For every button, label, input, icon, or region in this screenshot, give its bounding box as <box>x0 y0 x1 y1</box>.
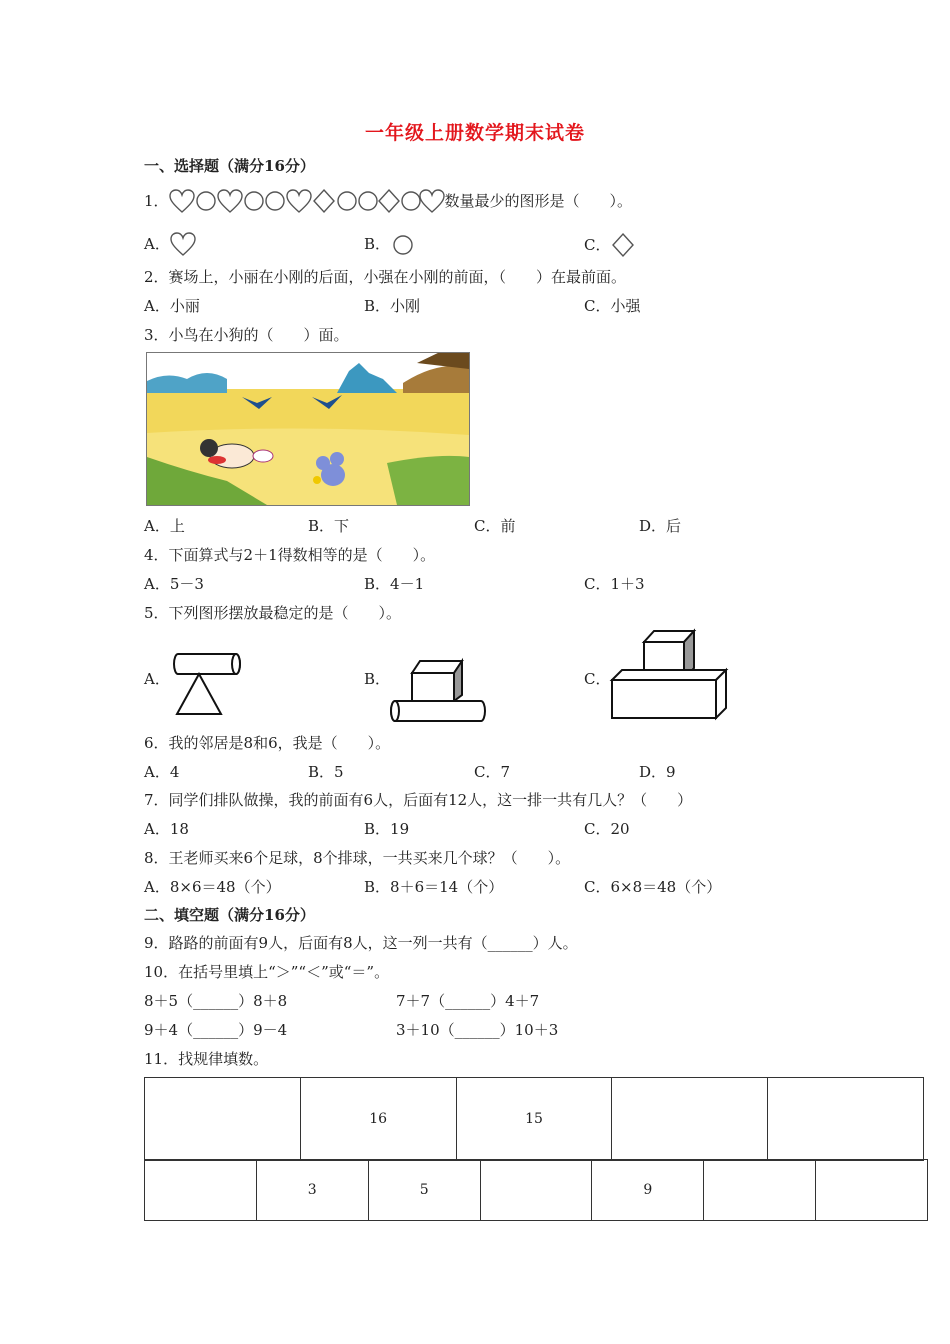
table-cell[interactable] <box>145 1078 301 1161</box>
q6-option-d: D．9 <box>639 763 676 781</box>
table-cell: 15 <box>456 1078 612 1161</box>
section-heading-fill: 二、填空题（满分16分） <box>144 906 315 924</box>
question-1 <box>144 188 632 214</box>
question-9-stem: 9．路路的前面有9人，后面有8人，这一列一共有（______）人。 <box>144 934 578 952</box>
question-7-stem: 7．同学们排队做操，我的前面有6人，后面有12人，这一排一共有几人？（ ） <box>144 791 693 809</box>
q2-option-b: B．小刚 <box>364 297 421 315</box>
q3-option-c: C．前 <box>474 517 516 535</box>
table-cell: 5 <box>368 1160 480 1221</box>
cube-on-cuboid-figure <box>608 628 732 724</box>
q5-option-b: B． <box>364 670 391 688</box>
table-cell[interactable] <box>768 1078 924 1161</box>
heart-icon <box>420 190 444 212</box>
q3-option-d: D．后 <box>639 517 682 535</box>
diamond-icon <box>379 190 399 212</box>
diamond-icon <box>314 190 334 212</box>
q5-option-a: A． <box>144 670 170 688</box>
q10-item-1: 8＋5（______）8＋8 <box>144 992 288 1010</box>
table-cell[interactable] <box>145 1160 257 1221</box>
heart-icon <box>287 190 311 212</box>
q8-option-c: C．6×8＝48（个） <box>584 878 722 896</box>
q10-item-3: 9＋4（______）9－4 <box>144 1021 288 1039</box>
circle-icon <box>338 192 356 210</box>
q1-option-b <box>364 232 416 256</box>
cube-on-cylinder-figure <box>386 655 490 723</box>
cylinder-on-cone-figure <box>166 638 246 720</box>
q7-option-b: B．19 <box>364 820 410 838</box>
q3-option-a: A．上 <box>144 517 185 535</box>
question-6-stem: 6．我的邻居是8和6，我是（ ）。 <box>144 734 391 752</box>
question-2-stem: 2．赛场上，小丽在小刚的后面，小强在小刚的前面，（ ）在最前面。 <box>144 268 627 286</box>
q4-option-c: C．1＋3 <box>584 575 645 593</box>
q6-option-c: C．7 <box>474 763 511 781</box>
q4-option-a: A．5－3 <box>144 575 204 593</box>
q2-option-a: A．小丽 <box>144 297 200 315</box>
table-cell: 3 <box>256 1160 368 1221</box>
table-cell: 9 <box>592 1160 704 1221</box>
diamond-icon <box>610 232 636 258</box>
heart-icon <box>170 232 196 256</box>
shape-sequence <box>169 188 445 214</box>
option-label: C． <box>584 236 611 254</box>
q4-option-b: B．4－1 <box>364 575 425 593</box>
q5-option-c: C． <box>584 670 611 688</box>
section-heading-choice: 一、选择题（满分16分） <box>144 157 315 175</box>
q2-option-c: C．小强 <box>584 297 641 315</box>
q7-option-c: C．20 <box>584 820 630 838</box>
option-label: A． <box>144 235 170 253</box>
circle-icon <box>245 192 263 210</box>
table-cell: 16 <box>300 1078 456 1161</box>
pattern-table-row1 <box>144 1077 924 1161</box>
circle-icon <box>266 192 284 210</box>
q6-option-a: A．4 <box>144 763 180 781</box>
question-5-stem: 5．下列图形摆放最稳定的是（ ）。 <box>144 604 402 622</box>
circle-icon <box>390 232 416 256</box>
q1-option-a <box>144 232 196 256</box>
circle-icon <box>359 192 377 210</box>
question-3-stem: 3．小鸟在小狗的（ ）面。 <box>144 326 349 344</box>
q8-option-b: B．8＋6＝14（个） <box>364 878 504 896</box>
q6-option-b: B．5 <box>308 763 344 781</box>
table-cell[interactable] <box>480 1160 592 1221</box>
q10-item-2: 7＋7（______）4＋7 <box>396 992 540 1010</box>
circle-icon <box>402 192 420 210</box>
option-label: B． <box>364 235 391 253</box>
table-cell[interactable] <box>816 1160 928 1221</box>
question-1-stem: 数量最少的图形是（ ）。 <box>444 192 633 210</box>
pattern-table-row2 <box>144 1159 928 1221</box>
question-1-number: 1． <box>144 192 169 210</box>
heart-icon <box>170 190 194 212</box>
q10-item-4: 3＋10（______）10＋3 <box>396 1021 559 1039</box>
question-10-stem: 10．在括号里填上“＞”“＜”或“＝”。 <box>144 963 390 981</box>
q1-option-c <box>584 232 636 258</box>
question-4-stem: 4．下面算式与2＋1得数相等的是（ ）。 <box>144 546 436 564</box>
heart-icon <box>218 190 242 212</box>
table-cell[interactable] <box>612 1078 768 1161</box>
meadow-scene-illustration <box>146 352 470 506</box>
q7-option-a: A．18 <box>144 820 189 838</box>
q8-option-a: A．8×6＝48（个） <box>144 878 281 896</box>
q3-option-b: B．下 <box>308 517 350 535</box>
circle-icon <box>197 192 215 210</box>
table-cell[interactable] <box>704 1160 816 1221</box>
page-title: 一年级上册数学期末试卷 <box>364 122 585 144</box>
question-8-stem: 8．王老师买来6个足球，8个排球，一共买来几个球？（ ）。 <box>144 849 571 867</box>
question-11-stem: 11．找规律填数。 <box>144 1050 269 1068</box>
